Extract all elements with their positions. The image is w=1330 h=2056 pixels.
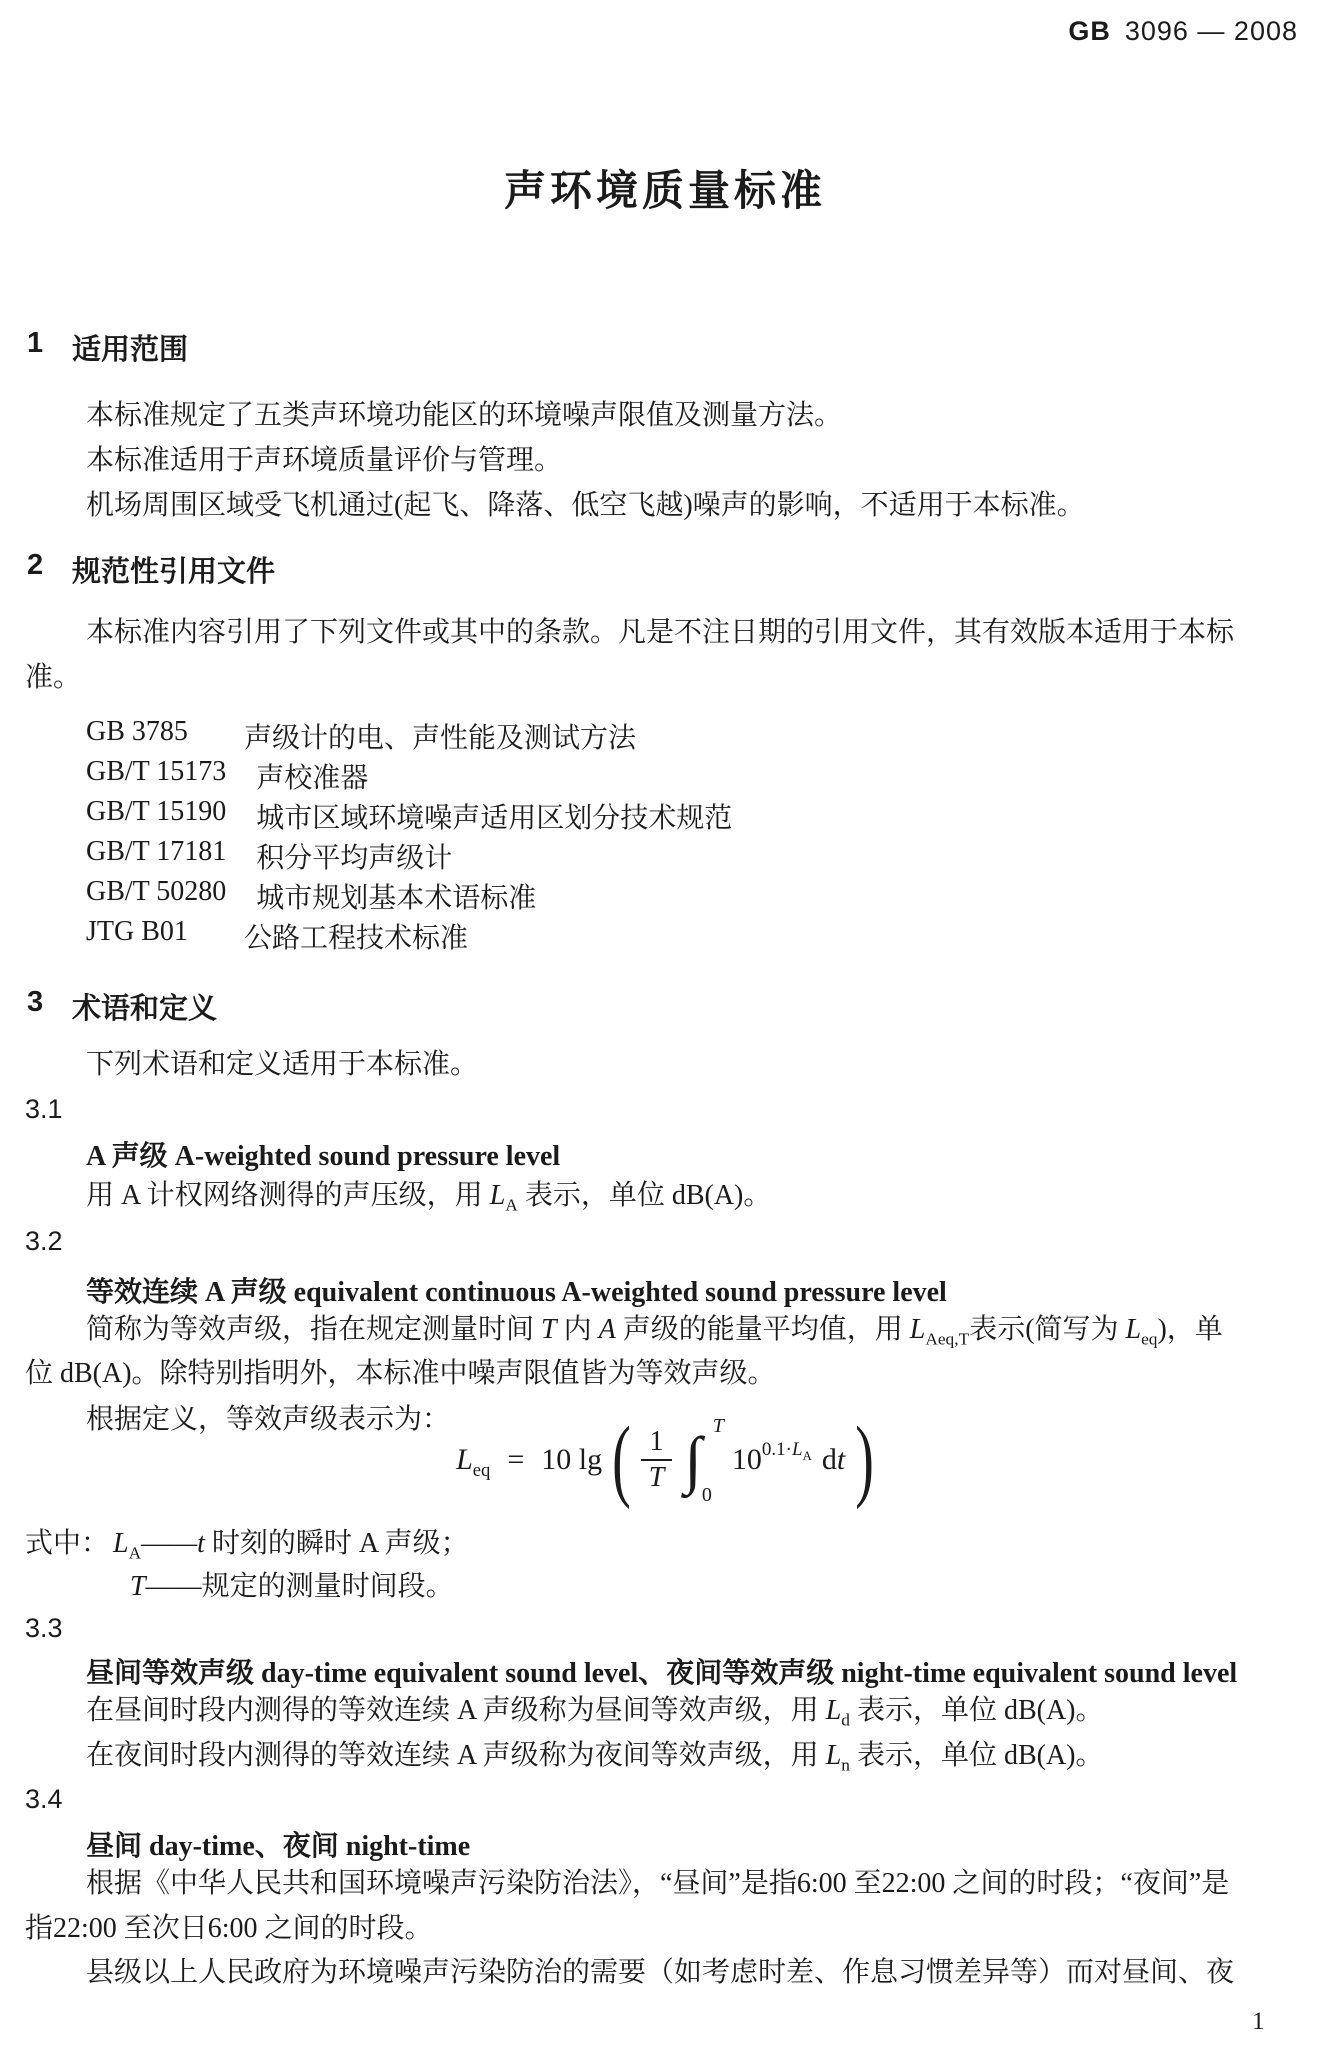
paragraph <box>86 1739 1104 1773</box>
variable: T <box>648 1462 665 1493</box>
variable: L <box>825 1740 842 1771</box>
section-2-title: 规范性引用文件 <box>72 556 276 588</box>
paragraph <box>86 1694 1104 1728</box>
variable: L <box>489 1180 506 1211</box>
paragraph: 本标准规定了五类声环境功能区的环境噪声限值及测量方法。 <box>86 400 843 431</box>
paragraph: 县级以上人民政府为环境噪声污染防治的需要（如考虑时差、作息习惯差异等）而对昼间、夜 <box>86 1957 1235 1988</box>
power-exponent <box>761 1439 812 1463</box>
text-segment: 在夜间时段内测得的等效连续 A 声级称为夜间等效声级，用 <box>86 1740 826 1771</box>
section-1-number: 1 <box>27 327 44 359</box>
variable: A <box>598 1314 616 1345</box>
reference-code: GB/T 17181 <box>86 836 227 867</box>
reference-code: GB 3785 <box>86 716 188 747</box>
text-segment: 声级的能量平均值，用 <box>615 1314 910 1345</box>
integral <box>682 1415 724 1506</box>
variable: L <box>456 1443 473 1476</box>
integral-lower-limit: 0 <box>701 1484 712 1506</box>
term-heading: 等效连续 A 声级 equivalent continuous A-weighted sound pressure level <box>86 1277 947 1308</box>
term-heading: 昼间 day-time、夜间 night-time <box>86 1831 471 1862</box>
term-heading: A 声级 A-weighted sound pressure level <box>86 1141 561 1172</box>
text-segment: ——规定的测量时间段。 <box>145 1571 454 1602</box>
variable-subscript: A <box>505 1195 518 1215</box>
paragraph <box>86 1179 771 1213</box>
variable-subscript: eq <box>1141 1329 1158 1349</box>
paragraph-continuation: 指22:00 至次日6:00 之间的时段。 <box>25 1913 433 1944</box>
reference-name: 城市区域环境噪声适用区划分技术规范 <box>256 803 733 834</box>
reference-item <box>86 716 636 756</box>
doc-number <box>1068 16 1298 47</box>
reference-item <box>86 836 452 876</box>
power-base: 10 <box>731 1443 762 1476</box>
variable-subscript: eq <box>472 1460 491 1481</box>
reference-code: JTG B01 <box>86 916 188 947</box>
variable: t <box>197 1528 205 1559</box>
variable-subscript: A <box>128 1543 142 1563</box>
reference-name: 城市规划基本术语标准 <box>256 883 537 914</box>
reference-item <box>86 756 368 796</box>
paragraph: 机场周围区域受飞机通过(起飞、降落、低空飞越)噪声的影响，不适用于本标准。 <box>86 490 1085 521</box>
reference-name: 公路工程技术标准 <box>244 923 469 954</box>
page-title: 声环境质量标准 <box>503 167 826 214</box>
text-segment: 内 <box>556 1314 599 1345</box>
paragraph: 根据《中华人民共和国环境噪声污染防治法》，“昼间”是指6:00 至22:00 之间的时段；“夜间”是 <box>86 1868 1230 1899</box>
page-number: 1 <box>1252 2008 1265 2035</box>
section-3-title: 术语和定义 <box>72 993 218 1025</box>
variable: T <box>130 1571 146 1602</box>
reference-name: 积分平均声级计 <box>256 843 453 874</box>
variable: T <box>712 1415 724 1437</box>
doc-number-prefix: GB <box>1068 16 1111 46</box>
integral-sign: ∫ <box>684 1424 702 1495</box>
text-segment: 0.1· <box>761 1439 792 1460</box>
subsection-3-4-number: 3.4 <box>25 1784 63 1814</box>
paragraph-continuation: 位 dB(A)。除特别指明外，本标准中噪声限值皆为等效声级。 <box>25 1358 776 1389</box>
paragraph: 本标准内容引用了下列文件或其中的条款。凡是不注日期的引用文件，其有效版本适用于本标 <box>86 617 1235 648</box>
section-2-number: 2 <box>27 549 44 581</box>
reference-item <box>86 916 468 956</box>
variable: L <box>113 1528 129 1559</box>
text-segment: 表示，单位 dB(A)。 <box>517 1180 772 1211</box>
formula-coefficient: 10 lg <box>541 1443 603 1476</box>
section-3-number: 3 <box>27 986 44 1018</box>
subsection-3-1-number: 3.1 <box>25 1094 63 1124</box>
reference-code: GB/T 15190 <box>86 796 227 827</box>
paragraph: 下列术语和定义适用于本标准。 <box>86 1049 479 1080</box>
fraction <box>641 1428 673 1492</box>
variable: L <box>825 1695 842 1726</box>
text-segment: —— <box>141 1528 198 1559</box>
fraction-numerator: 1 <box>649 1426 664 1457</box>
power-term <box>731 1439 812 1477</box>
variable: L <box>909 1314 926 1345</box>
formula-intro: 根据定义，等效声级表示为： <box>86 1404 451 1435</box>
section-1-heading <box>27 327 188 368</box>
paragraph <box>86 1313 1223 1347</box>
differential-term <box>822 1443 845 1477</box>
formula-lhs <box>456 1443 491 1481</box>
text-segment: 用 A 计权网络测得的声压级，用 <box>86 1180 490 1211</box>
section-2-heading <box>27 549 275 590</box>
variable-subscript: n <box>841 1755 850 1775</box>
section-3-heading <box>27 986 217 1027</box>
integral-upper-limit <box>713 1415 724 1438</box>
equals-sign: = <box>507 1443 525 1476</box>
fraction-denominator <box>641 1459 673 1492</box>
text-segment: 简称为等效声级，指在规定测量时间 <box>86 1314 542 1345</box>
section-1-title: 适用范围 <box>72 334 189 366</box>
text-segment: 表示，单位 dB(A)。 <box>849 1695 1104 1726</box>
text-segment: 在昼间时段内测得的等效连续 A 声级称为昼间等效声级，用 <box>86 1695 826 1726</box>
where-label: 式中： <box>25 1528 110 1559</box>
text-segment: d <box>821 1443 837 1476</box>
variable: T <box>541 1314 557 1345</box>
doc-number-value: 3096 — 2008 <box>1124 16 1298 46</box>
reference-item <box>86 796 732 836</box>
text-segment: 表示，单位 dB(A)。 <box>849 1740 1104 1771</box>
variable-subscript: A <box>802 1447 812 1463</box>
variable-subscript: d <box>841 1710 850 1730</box>
variable: L <box>1125 1314 1142 1345</box>
subsection-3-3-number: 3.3 <box>25 1613 63 1643</box>
text-segment: 时刻的瞬时 A 声级； <box>204 1528 469 1559</box>
text-segment: 表示(简写为 <box>969 1314 1126 1345</box>
where-clause <box>25 1527 469 1561</box>
paragraph-continuation: 准。 <box>25 662 82 693</box>
variable-subscript: Aeq,T <box>925 1329 970 1349</box>
reference-name: 声校准器 <box>256 763 369 794</box>
reference-item <box>86 876 536 916</box>
subsection-3-2-number: 3.2 <box>25 1226 63 1256</box>
variable: t <box>836 1443 846 1476</box>
term-heading: 昼间等效声级 day-time equivalent sound level、夜间等效声级 night-time equivalent sound level <box>86 1658 1238 1689</box>
equation-leq: $L_{eq}$ = 10 lg ( $\frac{1}{T}$ ∫ T 0 $10^{0.1\cdot L_A}$ dt ) <box>456 1408 874 1512</box>
where-clause <box>130 1570 454 1604</box>
text-segment: )，单 <box>1157 1314 1223 1345</box>
reference-code: GB/T 15173 <box>86 756 227 787</box>
variable: L <box>791 1439 803 1460</box>
reference-name: 声级计的电、声性能及测试方法 <box>244 723 637 754</box>
paragraph: 本标准适用于声环境质量评价与管理。 <box>86 445 563 476</box>
reference-code: GB/T 50280 <box>86 876 227 907</box>
